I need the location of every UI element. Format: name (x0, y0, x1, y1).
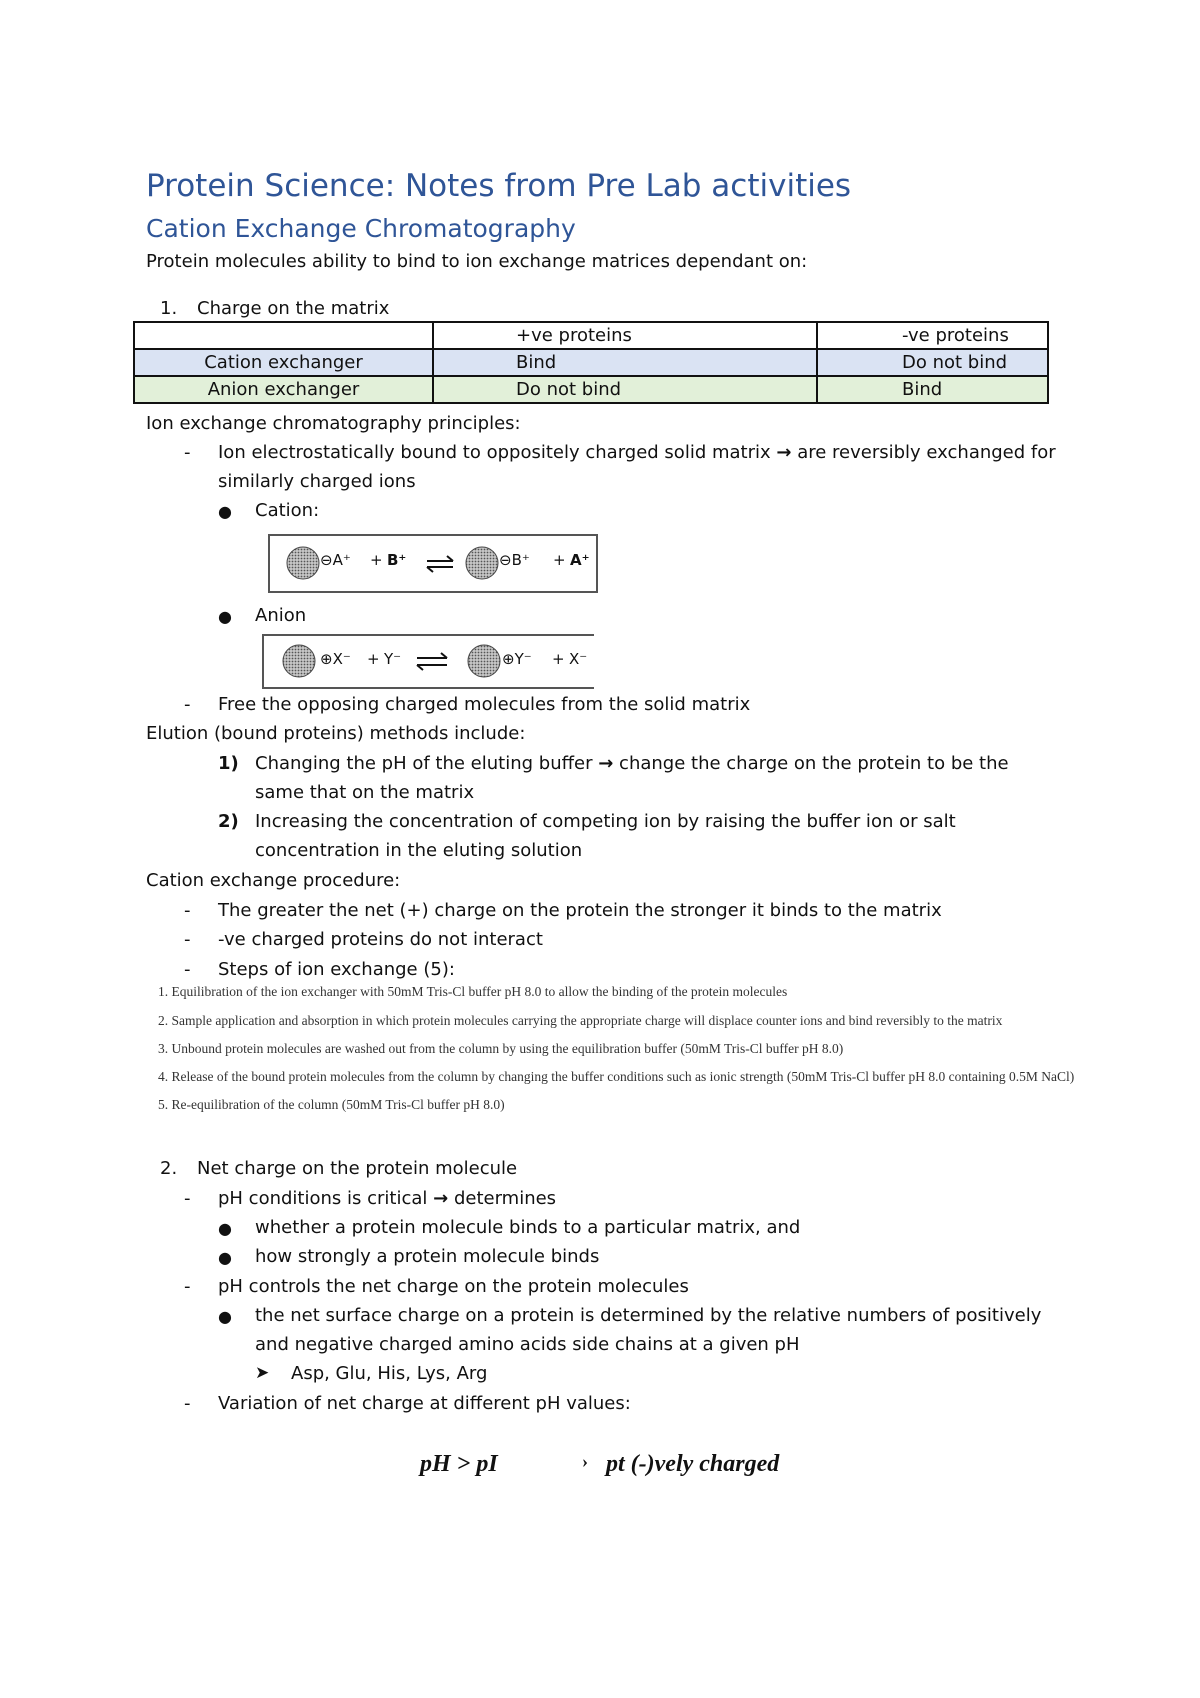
net-surface-text: and negative charged amino acids side chains at a given pH (255, 1334, 800, 1355)
anion-equation (262, 634, 594, 689)
anion-equation-graphic (264, 636, 594, 687)
bullet-icon: ● (218, 502, 232, 521)
dash-bullet: - (184, 900, 191, 921)
list-number: 1) (218, 753, 239, 774)
triangle-bullet-icon: ➤ (255, 1363, 270, 1383)
elution-heading: Elution (bound proteins) methods include: (146, 723, 526, 744)
arrow-icon: → (776, 442, 792, 463)
matrix-bead-icon (287, 547, 319, 579)
dash-bullet: - (184, 1393, 191, 1414)
table-cell: Do not bind (817, 349, 1048, 376)
dash-bullet: - (184, 442, 191, 463)
net-surface-text: the net surface charge on a protein is determined by the relative numbers of positively (255, 1305, 1042, 1326)
table-cell: Bind (817, 376, 1048, 403)
ion-label: X⁻ (569, 650, 588, 668)
table-cell: Cation exchanger (134, 349, 433, 376)
dash-bullet: - (184, 929, 191, 950)
dash-bullet: - (184, 694, 191, 715)
ion-label: Y⁻ (384, 650, 402, 668)
step-item: 5. Re-equilibration of the column (50mM Tris-Cl buffer pH 8.0) (158, 1097, 505, 1112)
ion-label: ⊕Y⁻ (502, 650, 532, 668)
elution-text: Increasing the concentration of competing ion by raising the buffer ion or salt (255, 811, 956, 832)
arrow-icon: → (598, 753, 614, 774)
ion-label: B⁺ (387, 551, 407, 569)
elution-text: same that on the matrix (255, 782, 475, 803)
plus-sign: + (367, 650, 380, 668)
formula-left: pH > pI (420, 1451, 498, 1477)
ion-label: ⊖A⁺ (320, 551, 351, 569)
formula-arrow-icon: › (582, 1451, 588, 1471)
cation-equation (268, 534, 598, 593)
ion-label: A⁺ (570, 551, 590, 569)
table-cell: Bind (433, 349, 817, 376)
principle-text: similarly charged ions (218, 471, 416, 492)
matrix-bead-icon (283, 645, 315, 677)
ph-bullet-text: whether a protein molecule binds to a particular matrix, and (255, 1217, 801, 1238)
step-item: 1. Equilibration of the ion exchanger with 50mM Tris-Cl buffer pH 8.0 to allow the binding of the protein molecules (158, 984, 788, 999)
table-cell: Anion exchanger (134, 376, 433, 403)
matrix-bead-icon (468, 645, 500, 677)
bullet-icon: ● (218, 1248, 232, 1267)
dash-bullet: - (184, 1276, 191, 1297)
principles-heading: Ion exchange chromatography principles: (146, 413, 521, 434)
plus-sign: + (370, 551, 383, 569)
charge-table (133, 321, 1049, 404)
amino-acids-text: Asp, Glu, His, Lys, Arg (291, 1363, 488, 1384)
list-number: 2) (218, 811, 239, 832)
elution-text: Changing the pH of the eluting buffer → change the charge on the protein to be the (255, 753, 1009, 774)
step-item: 2. Sample application and absorption in which protein molecules carrying the appropriate charge will displace counter ions and bind reversibly to the matrix (158, 1013, 1003, 1028)
plus-sign: + (553, 551, 566, 569)
point-number: 1. (160, 298, 178, 319)
procedure-text: Steps of ion exchange (5): (218, 959, 455, 980)
formula-right: pt (-)vely charged (606, 1451, 780, 1477)
table-cell (134, 322, 433, 349)
bullet-icon: ● (218, 607, 232, 626)
anion-label: Anion (255, 605, 307, 626)
procedure-text: The greater the net (+) charge on the protein the stronger it binds to the matrix (218, 900, 942, 921)
table-header-row (134, 322, 1048, 349)
section-heading: Cation Exchange Chromatography (146, 214, 576, 243)
principle-text: Ion electrostatically bound to oppositely charged solid matrix → are reversibly exchanged for (218, 442, 1056, 463)
intro-text: Protein molecules ability to bind to ion exchange matrices dependant on: (146, 251, 808, 272)
bullet-icon: ● (218, 1307, 232, 1326)
point-text: Net charge on the protein molecule (197, 1158, 518, 1179)
point-text: Charge on the matrix (197, 298, 390, 319)
ph-text: pH conditions is critical → determines (218, 1188, 557, 1209)
dash-bullet: - (184, 959, 191, 980)
procedure-heading: Cation exchange procedure: (146, 870, 401, 891)
cation-equation-graphic (270, 536, 596, 591)
dash-bullet: - (184, 1188, 191, 1209)
principle-text: Free the opposing charged molecules from the solid matrix (218, 694, 751, 715)
arrow-icon: → (433, 1188, 449, 1209)
equilibrium-arrows-icon (427, 556, 453, 572)
plus-sign: + (552, 650, 565, 668)
ph-bullet-text: how strongly a protein molecule binds (255, 1246, 600, 1267)
cation-label: Cation: (255, 500, 320, 521)
procedure-text: -ve charged proteins do not interact (218, 929, 543, 950)
elution-text: concentration in the eluting solution (255, 840, 583, 861)
ion-label: ⊖B⁺ (499, 551, 530, 569)
matrix-bead-icon (466, 547, 498, 579)
step-item: 3. Unbound protein molecules are washed out from the column by using the equilibration buffer (50mM Tris-Cl buffer pH 8.0) (158, 1041, 844, 1056)
page-title: Protein Science: Notes from Pre Lab activities (146, 168, 852, 204)
equilibrium-arrows-icon (417, 653, 447, 670)
table-cell: Do not bind (433, 376, 817, 403)
table-cell: +ve proteins (433, 322, 817, 349)
bullet-icon: ● (218, 1219, 232, 1238)
step-item: 4. Release of the bound protein molecules from the column by changing the buffer conditions such as ionic strength (50mM Tris-Cl buffer pH 8.0 containing 0.5M NaCl) (158, 1069, 1075, 1084)
ph-text: pH controls the net charge on the protein molecules (218, 1276, 689, 1297)
variation-text: Variation of net charge at different pH values: (218, 1393, 631, 1414)
ion-label: ⊕X⁻ (320, 650, 351, 668)
table-row (134, 376, 1048, 403)
point-number: 2. (160, 1158, 178, 1179)
table-cell: -ve proteins (817, 322, 1048, 349)
table-row (134, 349, 1048, 376)
